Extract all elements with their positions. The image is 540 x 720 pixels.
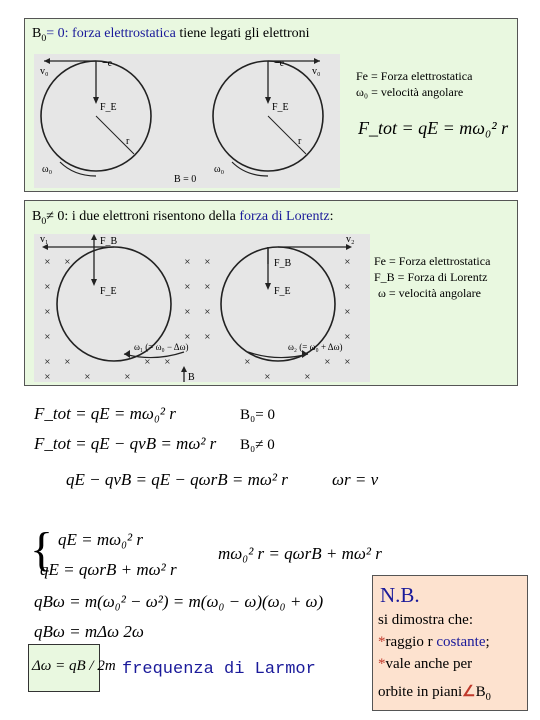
larmor-label: frequenza di Larmor (122, 660, 316, 679)
svg-text:×: × (44, 332, 51, 341)
v0-label-right: v₀ (312, 66, 321, 77)
svg-text:×: × (184, 307, 191, 316)
fe-label-right-2: F_E (274, 286, 291, 297)
system-brace: { (30, 523, 54, 576)
electron-label-right: −e (274, 58, 285, 69)
svg-text:×: × (324, 357, 331, 366)
eq-factor: qBω = m(ω₀² − ω²) = m(ω₀ − ω)(ω₀ + ω) (34, 592, 324, 611)
figure-orbits-b-zero (34, 54, 340, 188)
eq-difference: mω₀² r = qωrB + mω² r (218, 544, 382, 563)
electron-label-left: −e (102, 58, 113, 69)
orbit-diagram (34, 54, 340, 188)
svg-text:×: × (204, 307, 211, 316)
svg-text:×: × (44, 282, 51, 291)
omega1-label: ω₁ (= ω₀ − Δω) (134, 342, 189, 352)
figure-orbits-b-nonzero (34, 234, 370, 382)
svg-text:×: × (124, 372, 131, 381)
svg-text:×: × (184, 282, 191, 291)
eq-approx: qBω = mΔω 2ω (34, 622, 144, 641)
legend-fb: F_B = Forza di Lorentz (374, 270, 488, 284)
legend-omega: ω = velocità angolare (378, 286, 481, 300)
r-label-left: r (126, 136, 130, 147)
svg-text:×: × (164, 357, 171, 366)
nb-title: N.B. (380, 583, 420, 607)
svg-text:×: × (184, 257, 191, 266)
svg-text:×: × (204, 332, 211, 341)
orbit-diagram-lorentz (34, 234, 370, 382)
svg-text:×: × (84, 372, 91, 381)
eq-ftot-b-zero: F_tot = qE = mω₀² r (34, 404, 176, 423)
panel2-legend (374, 253, 490, 301)
nb-line2: *raggio r costante; (378, 634, 490, 650)
svg-text:×: × (44, 372, 51, 381)
b-zero-label: B = 0 (174, 174, 197, 185)
svg-text:×: × (344, 282, 351, 291)
svg-text:×: × (44, 307, 51, 316)
not-parallel-icon: ∠ (462, 684, 476, 700)
svg-text:×: × (344, 307, 351, 316)
legend-omega0: ω₀ = velocità angolare (356, 85, 464, 99)
label-b0-nonzero: B₀≠ 0 (240, 437, 275, 453)
svg-text:×: × (144, 357, 151, 366)
eq-expand: qE − qvB = qE − qωrB = mω² r (66, 470, 288, 489)
panel1-legend (356, 68, 472, 100)
svg-text:×: × (344, 257, 351, 266)
fe-label-left: F_E (100, 102, 117, 113)
nb-line3: *vale anche per (378, 656, 473, 672)
panel2-title: $B_0\ne 0$: i due elettroni risentono della forza di Lorentz: (32, 209, 334, 227)
eq-omega-r: ωr = v (332, 470, 379, 489)
eq-system-1: qE = mω₀² r (58, 530, 144, 549)
b-label: B (188, 372, 195, 382)
legend-fe: Fe = Forza elettrostatica (356, 69, 473, 83)
panel1-equation: F_tot = qE = mω₀² r (358, 118, 509, 138)
svg-text:×: × (44, 357, 51, 366)
legend-fe-2: Fe = Forza elettrostatica (374, 254, 491, 268)
svg-text:×: × (304, 372, 311, 381)
v2-label: v₂ (346, 234, 355, 245)
omega2-label: ω₂ (= ω₀ + Δω) (288, 342, 343, 352)
svg-text:×: × (204, 257, 211, 266)
r-label-right: r (298, 136, 302, 147)
svg-text:×: × (184, 332, 191, 341)
fb-label-right: F_B (274, 258, 292, 269)
eq-system-2: qE = qωrB + mω² r (40, 560, 177, 579)
nb-line4: orbite in $piani\angle B_0$ (378, 684, 491, 703)
svg-text:×: × (64, 357, 71, 366)
svg-text:×: × (344, 332, 351, 341)
v1-label: v₁ (40, 234, 49, 245)
omega0-label-left: ω₀ (42, 164, 53, 175)
fb-label-left: F_B (100, 236, 118, 247)
panel1-title: $B_0= 0$: forza elettrostatica tiene legati gli elettroni (32, 26, 310, 44)
svg-text:×: × (344, 357, 351, 366)
nb-line1: si dimostra che: (378, 612, 473, 628)
fe-label-left-2: F_E (100, 286, 117, 297)
bullet-icon-2: * (378, 656, 386, 672)
v0-label-left: v₀ (40, 66, 49, 77)
svg-text:×: × (44, 257, 51, 266)
eq-ftot-b-nonzero: F_tot = qE − qvB = mω² r (34, 434, 217, 453)
eq-larmor: Δω = qB / 2m (32, 658, 116, 674)
svg-text:×: × (204, 282, 211, 291)
label-b0-zero: B₀= 0 (240, 407, 275, 423)
svg-text:×: × (264, 372, 271, 381)
bullet-icon: * (378, 634, 386, 650)
fe-label-right: F_E (272, 102, 289, 113)
svg-text:×: × (64, 257, 71, 266)
omega0-label-right: ω₀ (214, 164, 225, 175)
svg-text:×: × (244, 357, 251, 366)
